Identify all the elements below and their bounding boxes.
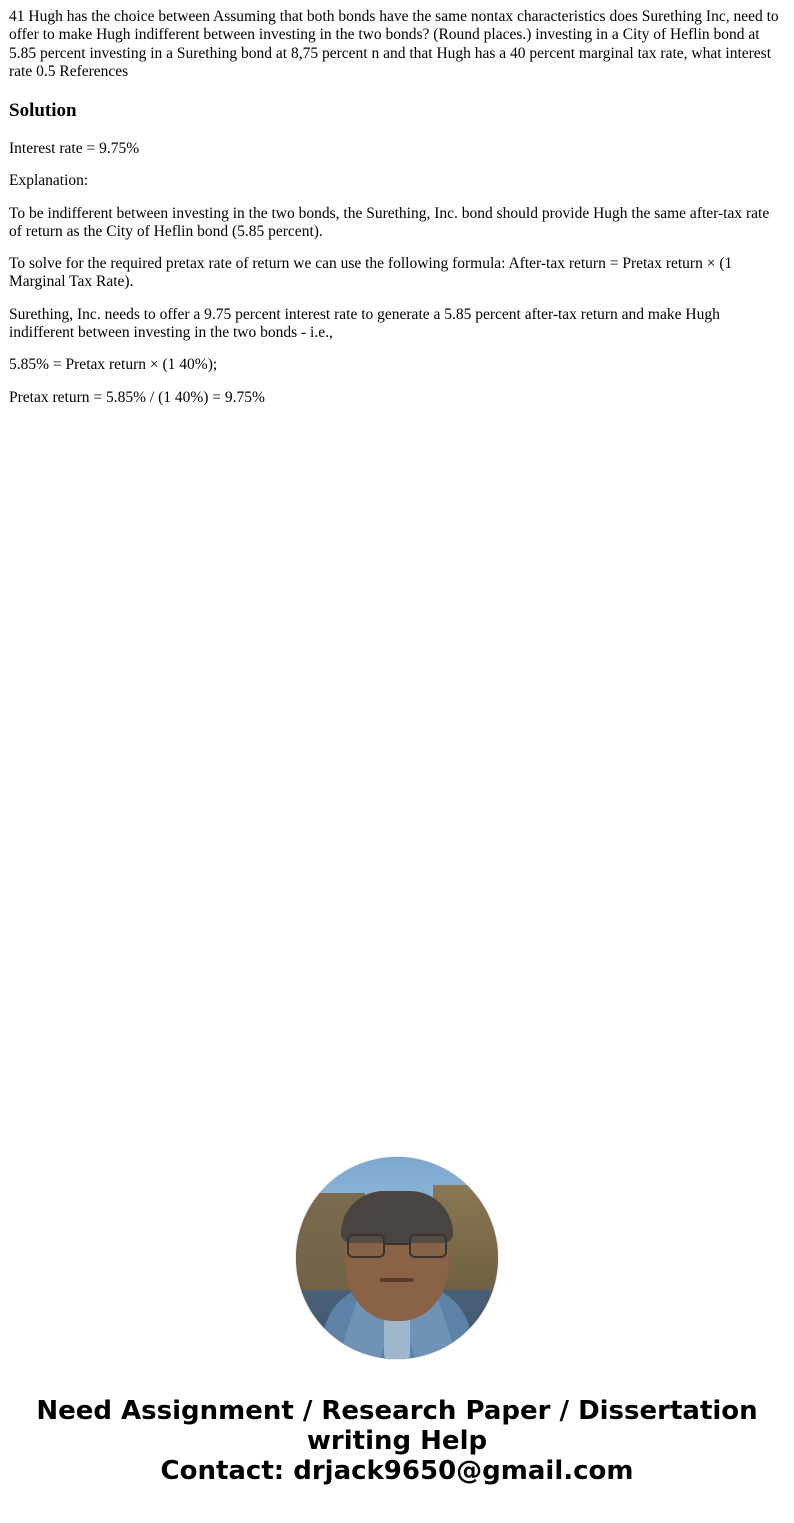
avatar [296,1157,498,1359]
glasses-icon [347,1234,447,1258]
question-text: 41 Hugh has the choice between Assuming that both bonds have the same nontax characteristics does Surething Inc, need to offer to make Hugh indifferent between investing in the two bonds? (Round places.) investing in a City of Heflin bond at 5.85 percent investing in a Surething bond at 8,75 percent n and that Hugh has a 40 percent marginal tax rate, what interest rate 0.5 References [9,8,779,80]
equation-line-1: 5.85% = Pretax return × (1 40%); [9,356,218,374]
explanation-paragraph-2: To solve for the required pretax rate of return we can use the following formula: After-tax return = Pretax return × (1 Marginal Tax Rate). [9,255,733,291]
footer-promo [9,1397,785,1507]
footer-line-2: writing Help [306,1425,488,1456]
glasses-bridge [385,1243,409,1245]
avatar-mouth [380,1278,414,1282]
footer-contact-email: Contact: drjack9650@gmail.com [160,1455,634,1486]
glasses-lens-left [347,1234,385,1258]
content-spacer [9,421,785,1121]
explanation-paragraph-3: Surething, Inc. needs to offer a 9.75 percent interest rate to generate a 5.85 percent after-tax return and make Hugh indifferent between investing in the two bonds - i.e., [9,305,720,341]
avatar-container [9,1157,785,1359]
answer-interest-rate: Interest rate = 9.75% [9,140,140,158]
explanation-label: Explanation: [9,172,89,190]
glasses-lens-right [409,1234,447,1258]
equation-line-2: Pretax return = 5.85% / (1 40%) = 9.75% [9,388,265,406]
solution-heading: Solution [9,100,77,122]
explanation-paragraph-1: To be indifferent between investing in the two bonds, the Surething, Inc. bond should provide Hugh the same after-tax rate of return as the City of Heflin bond (5.85 percent). [9,204,770,240]
footer-line-1: Need Assignment / Research Paper / Dissertation [36,1395,758,1426]
